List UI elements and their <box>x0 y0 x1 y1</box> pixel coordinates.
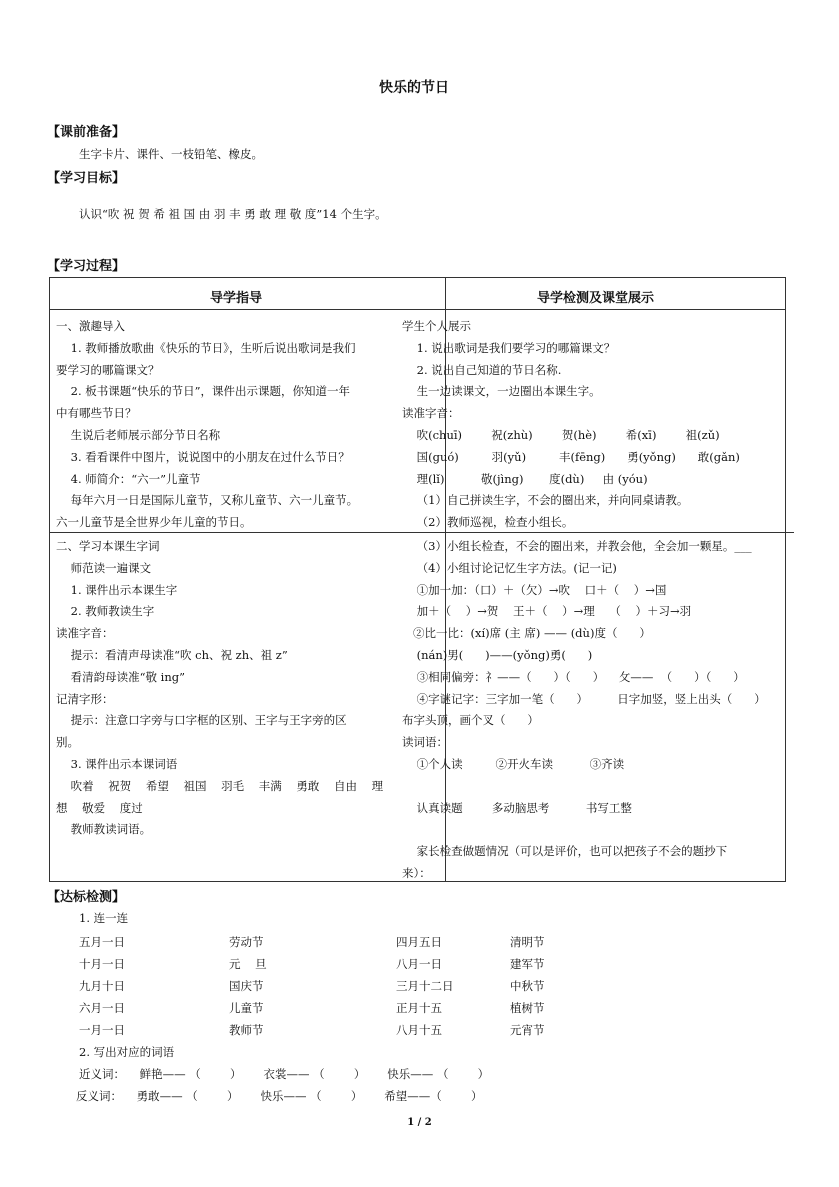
synonyms-line: 近义词： 鲜艳—— （ ） 衣裳—— （ ） 快乐—— （ ） <box>79 1067 490 1081</box>
match-cell: 元宵节 <box>510 1023 545 1037</box>
match-cell: 植树节 <box>510 1001 545 1015</box>
table-text-line: 理(lǐ) 敬(jìng) 度(dù) 由 (yóu) <box>402 471 648 486</box>
table-text-line: 1. 课件出示本课生字 <box>56 582 178 597</box>
page-title: 快乐的节日 <box>379 80 449 96</box>
table-text-line: 国(guó) 羽(yǔ) 丰(fēng) 勇(yǒng) 敢(gǎn) <box>402 449 740 464</box>
table-text-line: 中有哪些节日？ <box>56 406 137 421</box>
table-text-line: 生一边读课文，一边圈出本课生字。 <box>402 384 601 399</box>
q1-label: 1. 连一连 <box>79 911 129 925</box>
table-text-line: ④字谜记字：三字加一笔（ ） 日字加竖，竖上出头（ ） <box>402 691 766 706</box>
table-text-line: (nán)男( )——(yǒng)勇( ) <box>402 648 593 662</box>
table-text-line: ①加一加：（口）＋（欠）→吹 口＋（ ）→国 <box>402 582 667 597</box>
process-heading: 【学习过程】 <box>47 259 126 274</box>
match-cell: 九月十日 <box>79 979 125 993</box>
match-cell: 八月十五 <box>396 1023 442 1037</box>
table-text-line: 4. 师简介：“六一”儿童节 <box>56 471 201 486</box>
match-cell: 六月一日 <box>79 1001 125 1015</box>
match-cell: 儿童节 <box>229 1001 264 1015</box>
match-cell: 清明节 <box>510 935 545 949</box>
table-text-line: 读准字音： <box>56 626 114 641</box>
table-text-line: 一、激趣导入 <box>56 319 125 333</box>
table-text-line: 六一儿童节是全世界少年儿童的节日。 <box>56 515 252 530</box>
page-number: 1 / 2 <box>407 1117 432 1128</box>
table-text-line: 想 敬爱 度过 <box>56 800 143 815</box>
table-text-line: （2）教师巡视，检查小组长。 <box>402 515 574 530</box>
antonyms-line: 反义词： 勇敢—— （ ） 快乐—— （ ） 希望——（ ） <box>76 1089 483 1103</box>
match-cell: 四月五日 <box>396 935 442 949</box>
table-text-line: 提示：注意口字旁与口字框的区别、王字与王字旁的区 <box>56 713 347 728</box>
table-text-line: 学生个人展示 <box>402 319 471 333</box>
table-text-line: ①个人读 ②开火车读 ③齐读 <box>402 757 625 771</box>
q2-label: 2. 写出对应的词语 <box>79 1045 175 1059</box>
match-cell: 劳动节 <box>229 935 264 949</box>
goal-heading: 【学习目标】 <box>47 171 126 186</box>
table-text-line: （3）小组长检查，不会的圈出来，并教会他，全会加一颗星。___ <box>402 539 752 553</box>
match-cell: 元 旦 <box>229 957 267 971</box>
table-text-line: 每年六月一日是国际儿童节，又称儿童节、六一儿童节。 <box>56 493 359 508</box>
table-text-line: 吹(chuī) 祝(zhù) 贺(hè) 希(xī) 祖(zǔ) <box>402 428 720 442</box>
table-text-line: 读准字音： <box>402 406 460 421</box>
table-text-line: 家长检查做题情况（可以是评价，也可以把孩子不会的题抄下 <box>402 844 728 859</box>
prep-heading: 【课前准备】 <box>47 125 126 140</box>
table-text-line: 别。 <box>56 735 79 750</box>
table-text-line: （4）小组讨论记忆生字方法。(记一记) <box>402 560 617 575</box>
table-text-line: 来）： <box>402 866 431 880</box>
table-text-line: 1. 教师播放歌曲《快乐的节日》，生听后说出歌词是我们 <box>56 340 356 355</box>
col2-header: 导学检测及课堂展示 <box>537 291 655 306</box>
table-text-line: 记清字形： <box>56 691 114 706</box>
table-text-line: 生说后老师展示部分节日名称 <box>56 428 221 442</box>
learning-process-table <box>49 277 786 882</box>
prep-text: 生字卡片、课件、一枝铅笔、橡皮。 <box>79 147 263 161</box>
table-header-line <box>50 309 785 310</box>
table-text-line: （1）自己拼读生字，不会的圈出来，并向同桌请教。 <box>402 493 689 508</box>
table-text-line: 1. 说出歌词是我们要学习的哪篇课文？ <box>402 340 616 355</box>
table-text-line: 吹着 祝贺 希望 祖国 羽毛 丰满 勇敢 自由 理 <box>56 778 384 793</box>
goal-text: 认识“吹 祝 贺 希 祖 国 由 羽 丰 勇 敢 理 敬 度”14 个生字。 <box>79 207 387 221</box>
match-cell: 教师节 <box>229 1023 264 1037</box>
table-text-line: 读词语： <box>402 735 448 750</box>
table-text-line: 3. 看看课件中图片，说说图中的小朋友在过什么节日？ <box>56 449 350 464</box>
table-text-line: 提示：看清声母读准“吹 ch、祝 zh、祖 z” <box>56 648 288 662</box>
table-text-line: ②比一比：(xí)席 (主 席) —— (dù)度（ ） <box>402 626 651 641</box>
table-text-line: 看清韵母读准“敬 ing” <box>56 669 185 684</box>
match-cell: 中秋节 <box>510 979 545 993</box>
table-text-line: 要学习的哪篇课文？ <box>56 362 160 377</box>
match-cell: 五月一日 <box>79 935 125 949</box>
table-text-line: 认真读题 多动脑思考 书写工整 <box>402 800 632 815</box>
table-text-line: 师范读一遍课文 <box>56 560 152 575</box>
table-text-line: 布字头顶，画个叉（ ） <box>402 713 539 728</box>
table-text-line: 2. 说出自己知道的节日名称. <box>402 362 562 377</box>
match-cell: 八月一日 <box>396 957 442 971</box>
table-text-line: 3. 课件出示本课词语 <box>56 757 178 771</box>
table-text-line: 教师教读词语。 <box>56 822 152 837</box>
match-cell: 正月十五 <box>396 1001 442 1015</box>
table-text-line: ③相同偏旁：礻——（ ）（ ） 攵—— （ ）（ ） <box>402 669 745 684</box>
match-cell: 十月一日 <box>79 957 125 971</box>
table-text-line: 二、学习本课生字词 <box>56 539 160 553</box>
match-cell: 一月一日 <box>79 1023 125 1037</box>
table-text-line: 加＋（ ）→贺 王＋（ ）→理 （ ）＋习→羽 <box>402 604 692 619</box>
match-cell: 三月十二日 <box>396 979 454 993</box>
table-row-line <box>50 532 794 533</box>
match-cell: 建军节 <box>510 957 545 971</box>
match-cell: 国庆节 <box>229 979 264 993</box>
table-text-line: 2. 教师教读生字 <box>56 604 155 619</box>
test-heading: 【达标检测】 <box>47 890 126 905</box>
table-text-line: 2. 板书课题“快乐的节日”，课件出示课题，你知道一年 <box>56 384 351 399</box>
col1-header: 导学指导 <box>210 291 263 306</box>
